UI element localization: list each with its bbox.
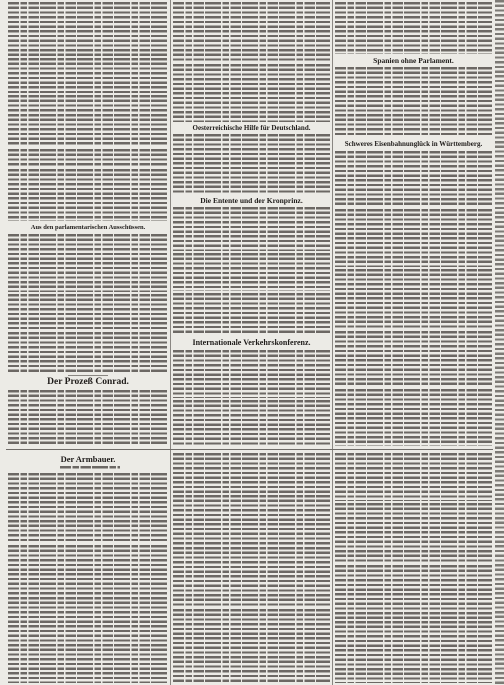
body-text-lines [335,621,492,683]
body-text-lines [173,64,330,122]
body-text-lines [8,95,168,112]
body-text-lines [173,453,330,493]
body-text-lines [8,2,168,56]
body-text-lines [173,293,330,335]
body-text-lines [173,547,330,607]
body-text-lines [8,597,168,683]
body-text-lines [173,350,330,398]
body-text-lines [173,2,330,62]
feuilleton-rule [6,449,493,450]
body-text-lines [335,209,492,267]
body-text-lines [173,609,330,683]
body-text-lines [8,390,168,446]
column-rule-right [332,0,333,685]
body-text-lines [8,473,168,543]
headline-ausschuesse: Aus den parlamentarischen Ausschüssen. [30,224,146,231]
body-text-lines [8,114,168,147]
body-text-lines [8,294,168,330]
body-text-lines [8,58,168,93]
body-text-lines [173,253,330,291]
body-text-lines [173,400,330,446]
body-text-lines [335,453,492,501]
body-text-lines [173,134,330,194]
body-text-lines [335,565,492,619]
body-text-lines [335,269,492,329]
body-text-lines [335,389,492,446]
body-text-lines [8,332,168,374]
adjacent-page-edge [495,0,504,685]
body-text-lines [8,169,168,221]
body-text-lines [8,234,168,292]
headline-oesterreich: Oesterreichische Hilfe für Deutschland. [192,124,311,132]
body-text-lines [335,151,492,207]
body-text-lines [335,331,492,387]
body-text-lines [8,149,168,167]
body-text-lines [335,67,492,137]
headline-prozess: Der Prozeß Conrad. [47,377,129,387]
headline-spanien: Spanien ohne Parlament. [373,56,454,65]
headline-verkehr: Internationale Verkehrskonferenz. [192,338,311,347]
body-text-lines [173,495,330,545]
feuilleton-title: Der Armbauer. [60,454,116,464]
body-text-lines [335,503,492,563]
body-text-lines [173,207,330,251]
article-separator [68,375,108,376]
headline-entente: Die Entente und der Kronprinz. [200,196,303,205]
column-rule-left [170,0,171,685]
headline-eisenbahn: Schweres Eisenbahnunglück in Württemberg. [344,140,483,148]
body-text-lines [8,545,168,595]
feuilleton-byline [60,466,120,469]
body-text-lines [335,2,492,54]
